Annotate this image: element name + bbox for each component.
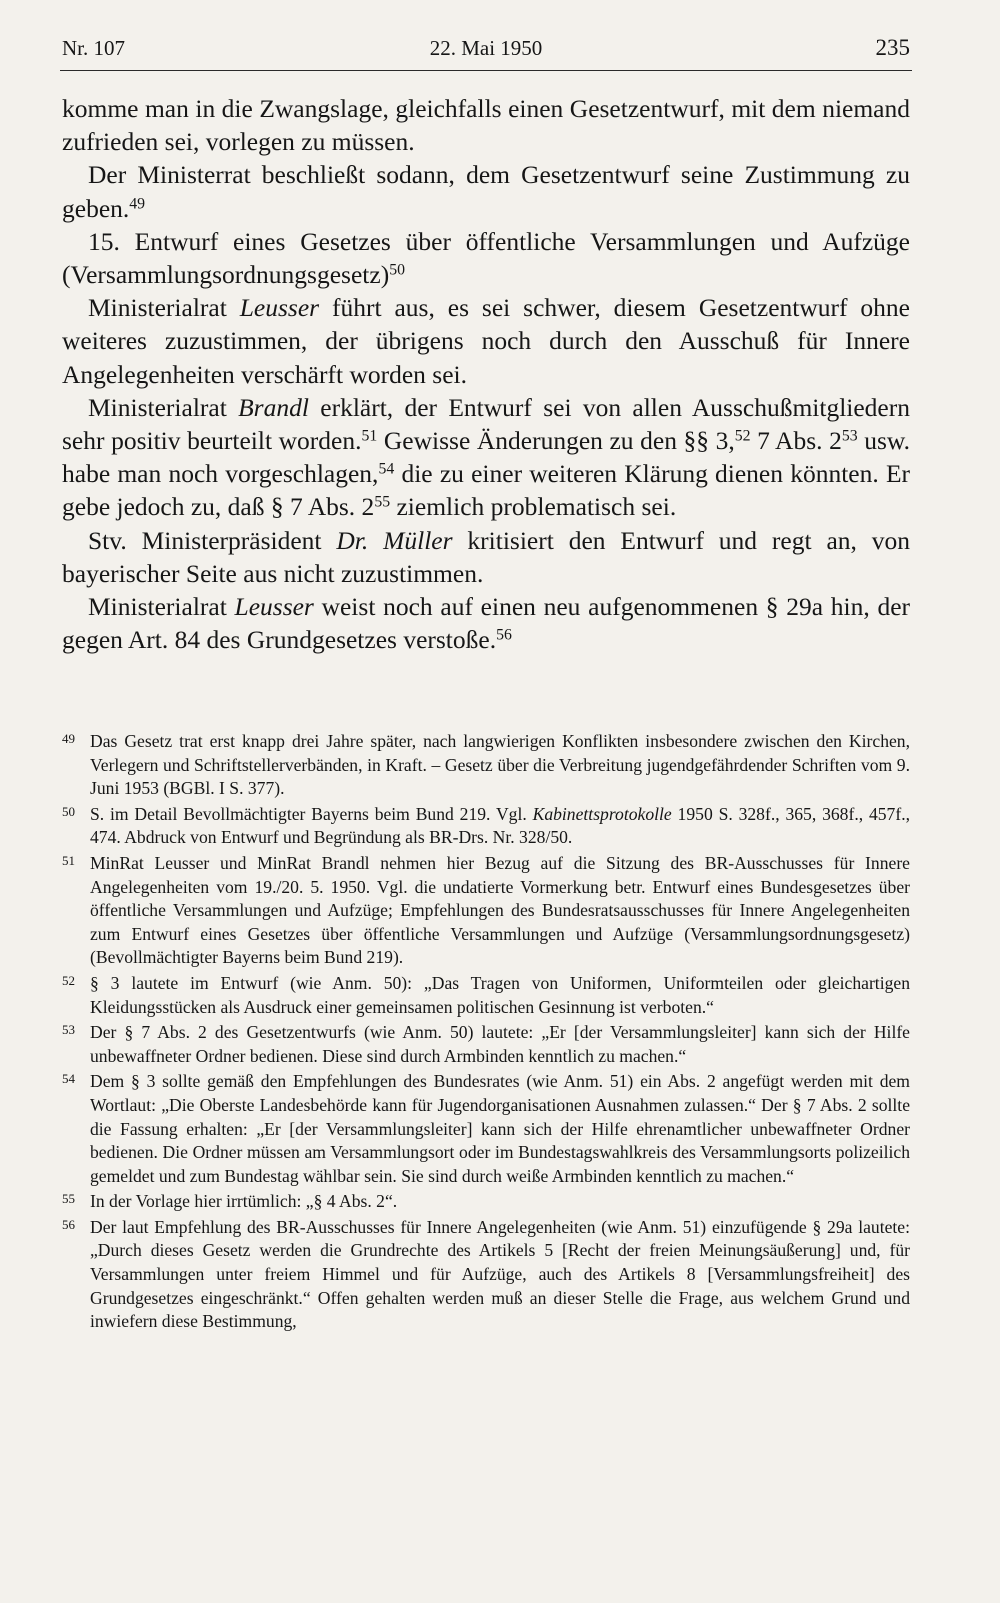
paragraph-1-text: komme man in die Zwangslage, gleichfalls einen Gesetzentwurf, mit dem niemand zufrieden sei, vorlegen zu müssen. <box>62 94 910 157</box>
footnote-ref-56[interactable]: 56 <box>496 626 512 644</box>
agenda-item-15 <box>62 225 910 291</box>
footnote-text: § 3 lautete im Entwurf (wie Anm. 50): „Das Tragen von Uniformen, Uniformteilen oder gleichartigen Kleidungsstücken als Ausdruck einer gemeinsamen politischen Gesinnung ist verboten.“ <box>90 972 910 1017</box>
footnote-55 <box>62 1190 910 1214</box>
footnote-citation-title: Kabinettsprotokolle <box>532 803 672 824</box>
footnote-ref-50[interactable]: 50 <box>389 261 405 279</box>
footnote-ref-53[interactable]: 53 <box>841 427 858 445</box>
document-number: Nr. 107 <box>62 36 125 60</box>
footnote-text: MinRat Leusser und MinRat Brandl nehmen hier Bezug auf die Sitzung des BR-Ausschusses für Innere Angelegenheiten vom 19./20. 5. 1950. Vgl. die undatierte Vormerkung betr. Entwurf eines Bundesgesetzes über öffentliche Versammlungen und Aufzüge; Empfehlungen des Bundesratsausschusses für Innere Angelegenheiten zum Entwurf eines Gesetzes über öffentliche Versammlungen und Aufzüge (Versammlungsordnungsgesetz) (Bevollmächtigter Bayerns beim Bund 219). <box>90 852 910 968</box>
speaker-name-leusser: Leusser <box>234 592 314 622</box>
footnote-text: S. im Detail Bevollmächtigter Bayerns beim Bund 219. Vgl. <box>90 803 527 824</box>
speaker-name-brandl: Brandl <box>238 392 309 422</box>
paragraph-brandl-text-d: usw. habe man noch vorgeschlagen, <box>62 426 911 489</box>
paragraph-1 <box>62 92 910 158</box>
speaker-name-leusser: Leusser <box>239 293 320 323</box>
footnote-text: 1950 S. 328f., 365, 368f., 457f., 474. Abdruck von Entwurf und Begründung als BR-Drs. Nr. 328/50. <box>90 803 910 848</box>
footnote-number: 53 <box>62 1022 75 1038</box>
paragraph-brandl-text-b: Gewisse Änderungen zu den §§ 3, <box>383 426 735 456</box>
paragraph-brandl-text-e: die zu einer weiteren Klärung dienen könnten. Er gebe jedoch zu, daß § 7 Abs. 2 <box>62 459 911 522</box>
footnotes <box>62 730 910 1336</box>
footnote-49 <box>62 730 910 801</box>
footnote-ref-51[interactable]: 51 <box>361 427 378 445</box>
footnote-50 <box>62 803 910 850</box>
speaker-name-mueller: Dr. Müller <box>336 525 453 555</box>
footnote-text: Das Gesetz trat erst knapp drei Jahre später, nach langwierigen Konflikten insbesondere zwischen den Kirchen, Verlegern und Schriftstellerverbänden, in Kraft. – Gesetz über die Verbreitung jugendgefährdender Schriften vom 9. Juni 1953 (BGBl. I S. 377). <box>90 731 910 799</box>
footnote-ref-54[interactable]: 54 <box>378 460 395 478</box>
paragraph-mueller-text: kritisiert den Entwurf und regt an, von bayerischer Seite aus nicht zuzustimmen. <box>62 525 911 588</box>
footnote-text: Der laut Empfehlung des BR-Ausschusses für Innere Angelegenheiten (wie Anm. 51) einzufügende § 29a lautete: „Durch dieses Gesetz werden die Grundrechte des Artikels 5 [Recht der freien Meinungsäußerung] und, für Versammlungen unter freiem Himmel und für Aufzüge, auch des Artikels 8 [Versammlungsfreiheit] des Grundgesetzes eingeschränkt.“ Offen gehalten werden muß an dieser Stelle die Frage, aus welchem Grund und inwiefern diese Bestimmung, <box>90 1216 910 1332</box>
speaker-title: Ministerialrat <box>88 592 227 622</box>
footnote-number: 51 <box>62 852 75 868</box>
paragraph-leusser-text: führt aus, es sei schwer, diesem Gesetzentwurf ohne weiteres zuzustimmen, der übrigens noch durch den Ausschuß für Innere Angelegenheiten verschärft worden sei. <box>62 293 910 389</box>
speaker-title: Ministerialrat <box>88 392 227 422</box>
footnote-52 <box>62 972 910 1019</box>
footnote-54 <box>62 1070 910 1188</box>
paragraph-2 <box>62 158 910 224</box>
paragraph-2-text: Der Ministerrat beschließt sodann, dem Gesetzentwurf seine Zustimmung zu geben. <box>62 160 910 223</box>
paragraph-mueller <box>62 524 910 590</box>
paragraph-leusser-2 <box>62 590 910 656</box>
header-date: 22. Mai 1950 <box>429 36 543 60</box>
footnote-51 <box>62 852 910 970</box>
running-header <box>62 34 910 66</box>
footnote-ref-55[interactable]: 55 <box>374 493 391 511</box>
page-number: 235 <box>875 35 910 60</box>
header-rule <box>60 70 912 71</box>
footnote-text: In der Vorlage hier irrtümlich: „§ 4 Abs. 2“. <box>90 1191 398 1212</box>
speaker-title: Stv. Ministerpräsident <box>88 525 322 555</box>
footnote-ref-49[interactable]: 49 <box>129 194 146 212</box>
footnote-56 <box>62 1216 910 1334</box>
paragraph-brandl-text-a: erklärt, der Entwurf sei von allen Ausschußmitgliedern sehr positiv beurteilt worden. <box>62 392 910 456</box>
agenda-item-15-text: 15. Entwurf eines Gesetzes über öffentliche Versammlungen und Aufzüge (Versammlungsordnungsgesetz) <box>62 226 910 290</box>
footnote-53 <box>62 1021 910 1068</box>
footnote-number: 52 <box>62 972 75 988</box>
footnote-number: 55 <box>62 1191 75 1207</box>
paragraph-leusser-2-text: weist noch auf einen neu aufgenommenen § 29a hin, der gegen Art. 84 des Grundgesetzes verstoße. <box>62 592 911 655</box>
footnote-number: 49 <box>62 731 75 746</box>
paragraph-brandl-text-f: ziemlich problematisch sei. <box>396 492 677 522</box>
footnote-number: 50 <box>62 803 75 819</box>
footnote-text: Dem § 3 sollte gemäß den Empfehlungen des Bundesrates (wie Anm. 51) ein Abs. 2 angefügt werden mit dem Wortlaut: „Die Oberste Landesbehörde kann für Jugendorganisationen Ausnahmen zulassen.“ Der § 7 Abs. 2 sollte die Fassung erhalten: „Er [der Versammlungsleiter] kann sich der Hilfe ehrenamtlicher unbewaffneter Ordner bedienen. Die Ordner müssen am Versammlungsort oder im Bundestagswahlkreis des Versammlungsorts polizeilich gemeldet und zum Bundestag wählbar sein. Sie sind durch weiße Armbinden kenntlich zu machen.“ <box>90 1071 910 1186</box>
footnote-number: 54 <box>62 1071 75 1087</box>
footnote-ref-52[interactable]: 52 <box>734 427 751 445</box>
speaker-title: Ministerialrat <box>88 293 227 323</box>
footnote-number: 56 <box>62 1216 75 1232</box>
footnote-text: Der § 7 Abs. 2 des Gesetzentwurfs (wie Anm. 50) lautete: „Er [der Versammlungsleiter] kann sich der Hilfe unbewaffneter Ordner bedienen. Diese sind durch Armbinden kenntlich zu machen.“ <box>90 1022 910 1066</box>
paragraph-brandl-text-c: 7 Abs. 2 <box>757 426 842 456</box>
main-text <box>62 92 910 656</box>
paragraph-leusser <box>62 291 910 391</box>
paragraph-brandl <box>62 391 910 524</box>
